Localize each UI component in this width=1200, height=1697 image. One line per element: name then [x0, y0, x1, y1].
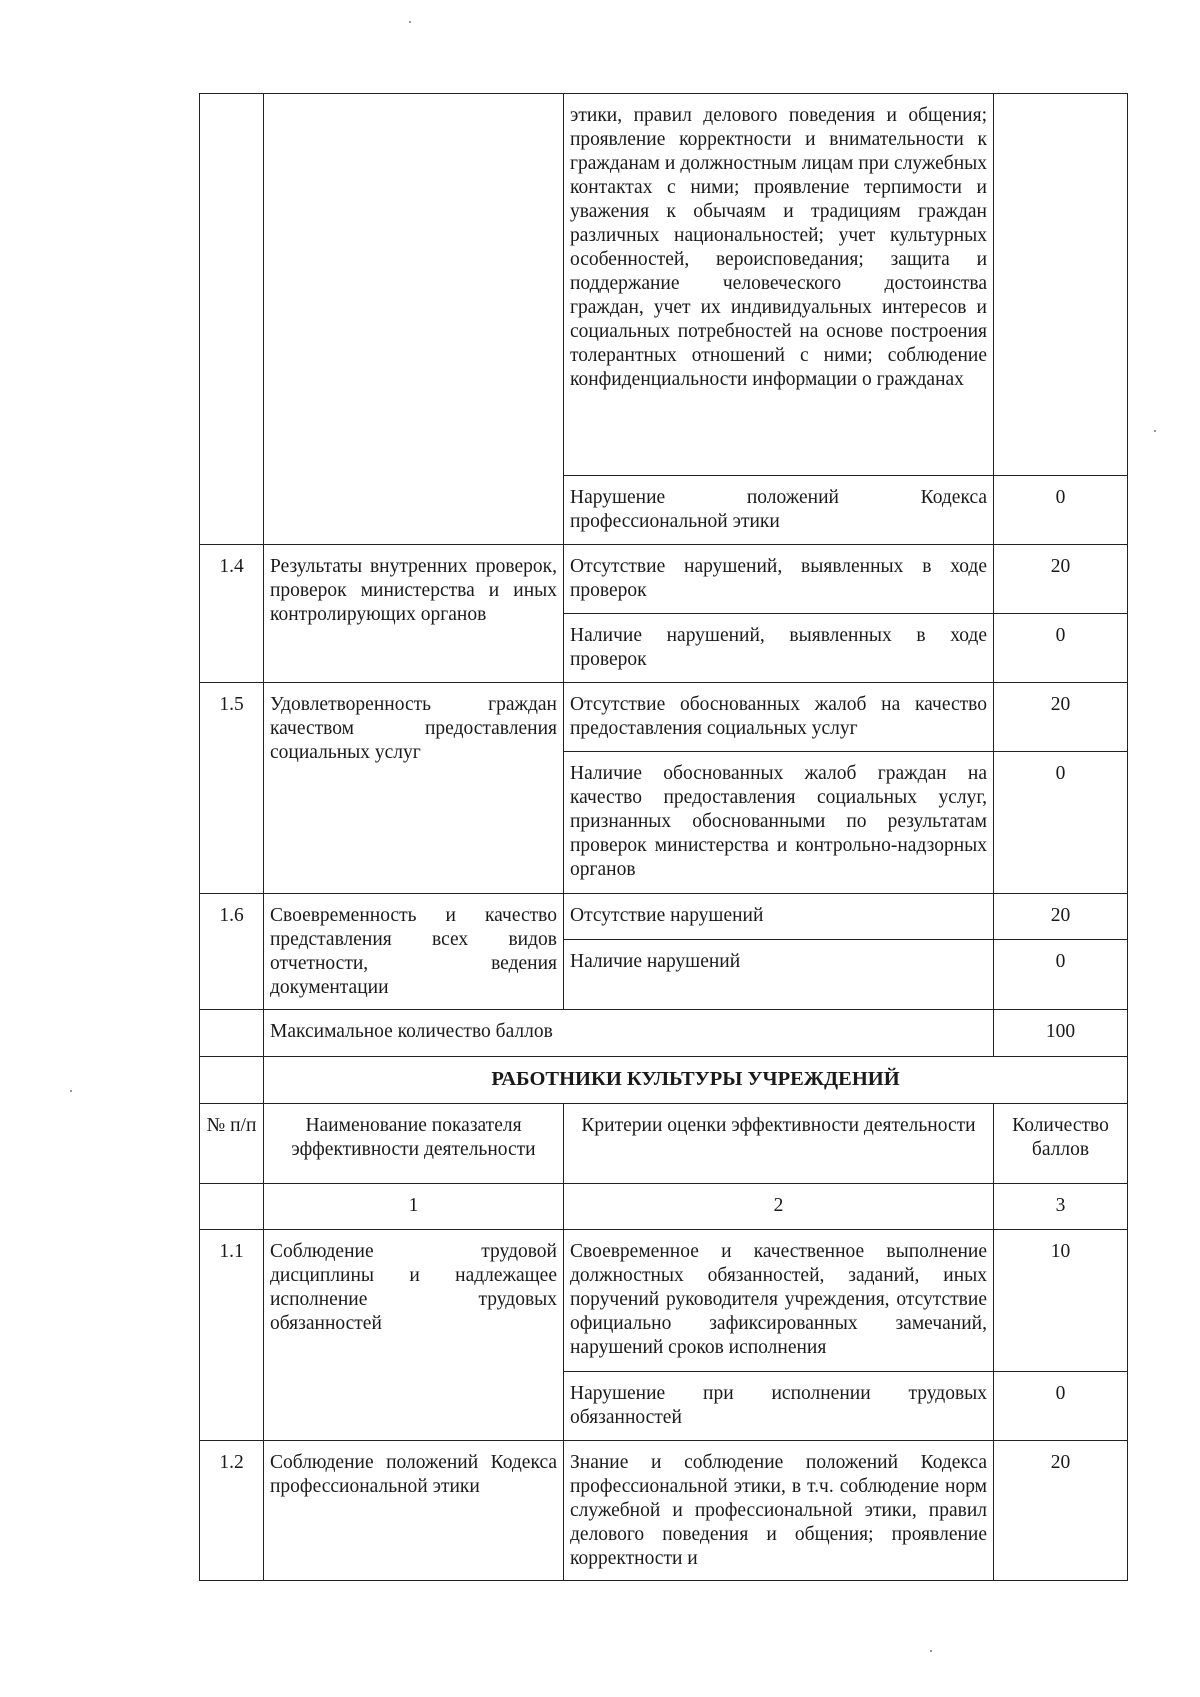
points-cell: 10 [994, 1230, 1128, 1372]
header-points: Количество баллов [994, 1104, 1128, 1184]
row-number: 1.1 [200, 1230, 264, 1441]
indicator-name: Удовлетворенность граждан качеством предоставления социальных услуг [264, 683, 564, 894]
column-numbers-row [200, 1184, 1128, 1230]
table-header-row [200, 1104, 1128, 1184]
indicator-cell-empty [264, 94, 564, 545]
points-cell: 0 [994, 614, 1128, 683]
row-number: 1.6 [200, 894, 264, 1010]
column-number-2: 2 [564, 1184, 994, 1230]
header-num: № п/п [200, 1104, 264, 1184]
table-row-1-4 [200, 545, 1128, 614]
scan-speck [70, 1090, 72, 1092]
num-cell-empty [200, 1057, 264, 1104]
section-title-row [200, 1057, 1128, 1104]
points-cell: 20 [994, 894, 1128, 940]
points-cell: 0 [994, 1372, 1128, 1441]
table-row-1-2 [200, 1441, 1128, 1581]
column-number-3: 3 [994, 1184, 1128, 1230]
criterion-cell: Наличие нарушений, выявленных в ходе проверок [564, 614, 994, 683]
max-points-value: 100 [994, 1010, 1128, 1057]
criterion-cell: Отсутствие нарушений, выявленных в ходе проверок [564, 545, 994, 614]
criterion-cell: Отсутствие обоснованных жалоб на качество предоставления социальных услуг [564, 683, 994, 752]
header-criteria: Критерии оценки эффективности деятельности [564, 1104, 994, 1184]
criterion-cell: Нарушение при исполнении трудовых обязанностей [564, 1372, 994, 1441]
row-number: 1.2 [200, 1441, 264, 1581]
row-number: 1.4 [200, 545, 264, 683]
scan-speck [409, 21, 411, 23]
evaluation-table [199, 93, 1128, 1581]
criterion-cell: этики, правил делового поведения и общения; проявление корректности и внимательности к гражданам и должностным лицам при служебных контактах с ними; проявление терпимости и уважения к обычаям и традициям граждан различных национальностей; учет культурных особенностей, вероисповедания; защита и поддержание человеческого достоинства граждан, учет их индивидуальных интересов и социальных потребностей на основе построения толерантных отношений с ними; соблюдение конфиденциальности информации о гражданах [564, 94, 994, 476]
points-cell: 0 [994, 940, 1128, 1010]
num-cell-empty [200, 1010, 264, 1057]
section-title: РАБОТНИКИ КУЛЬТУРЫ УЧРЕЖДЕНИЙ [264, 1057, 1128, 1104]
criterion-cell: Наличие нарушений [564, 940, 994, 1010]
column-number-1: 1 [264, 1184, 564, 1230]
max-points-row [200, 1010, 1128, 1057]
criterion-cell: Знание и соблюдение положений Кодекса профессиональной этики, в т.ч. соблюдение норм служебной и профессиональной этики, правил делового поведения и общения; проявление корректности и [564, 1441, 994, 1581]
criterion-cell: Нарушение положений Кодекса профессиональной этики [564, 476, 994, 545]
table-row-1-6 [200, 894, 1128, 940]
table-row-continued [200, 94, 1128, 476]
max-points-label: Максимальное количество баллов [264, 1010, 994, 1057]
header-indicator: Наименование показателя эффективности деятельности [264, 1104, 564, 1184]
indicator-name: Соблюдение трудовой дисциплины и надлежащее исполнение трудовых обязанностей [264, 1230, 564, 1441]
indicator-name: Своевременность и качество представления всех видов отчетности, ведения документации [264, 894, 564, 1010]
points-cell [994, 94, 1128, 476]
scan-speck [1154, 430, 1156, 432]
points-cell: 20 [994, 545, 1128, 614]
table-row-1-5 [200, 683, 1128, 752]
points-cell: 0 [994, 476, 1128, 545]
indicator-name: Соблюдение положений Кодекса профессиональной этики [264, 1441, 564, 1581]
num-cell-empty [200, 1184, 264, 1230]
criterion-cell: Отсутствие нарушений [564, 894, 994, 940]
indicator-name: Результаты внутренних проверок, проверок министерства и иных контролирующих органов [264, 545, 564, 683]
points-cell: 20 [994, 683, 1128, 752]
points-cell: 0 [994, 752, 1128, 894]
points-cell: 20 [994, 1441, 1128, 1581]
criterion-cell: Своевременное и качественное выполнение должностных обязанностей, заданий, иных поручений руководителя учреждения, отсутствие официально зафиксированных замечаний, нарушений сроков исполнения [564, 1230, 994, 1372]
num-cell-empty [200, 94, 264, 545]
row-number: 1.5 [200, 683, 264, 894]
table-row-1-1 [200, 1230, 1128, 1372]
criterion-cell: Наличие обоснованных жалоб граждан на качество предоставления социальных услуг, признанных обоснованными по результатам проверок министерства и контрольно-надзорных органов [564, 752, 994, 894]
scan-speck [930, 1650, 932, 1652]
